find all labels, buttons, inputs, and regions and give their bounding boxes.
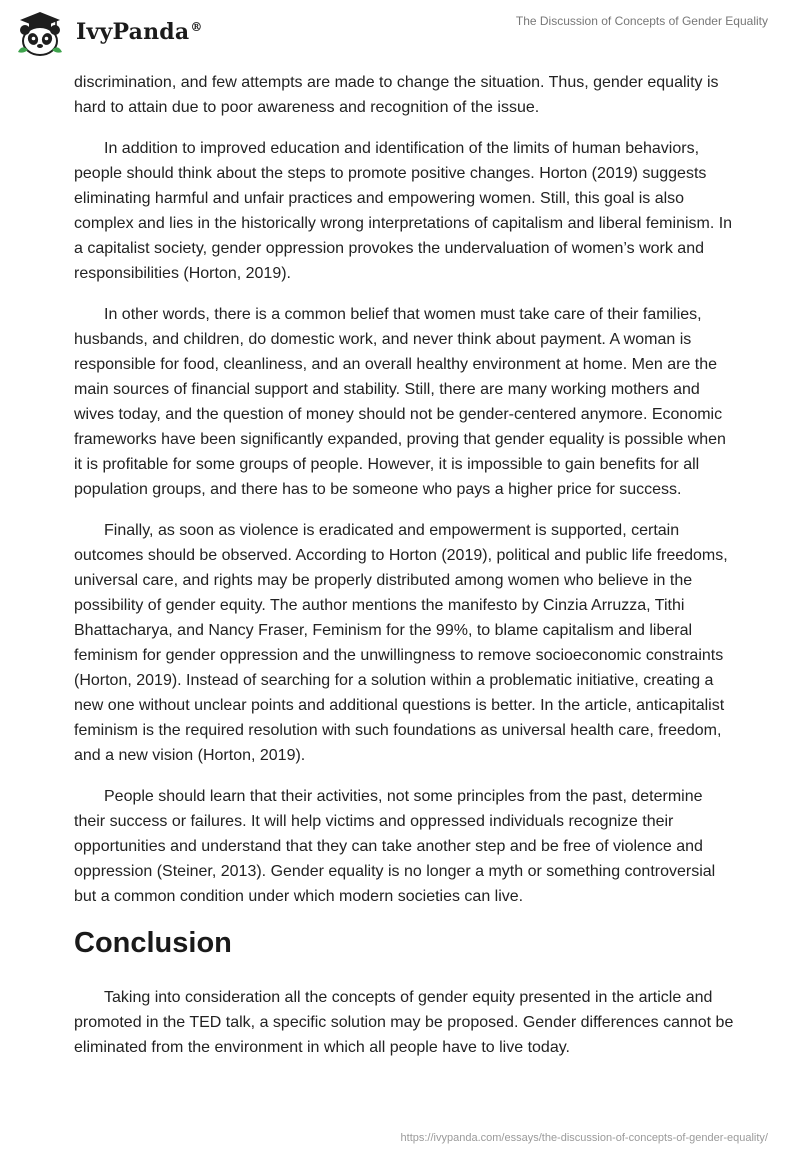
essay-body: [74, 70, 736, 1076]
registered-mark: ®: [190, 19, 203, 34]
paragraph-2: In addition to improved education and identification of the limits of human behaviors, people should think about the steps to promote positive changes. Horton (2019) suggests eliminating harmful and unfair practices and empowering women. Still, this goal is also complex and lies in the historically wrong interpretations of capitalism and liberal feminism. In a capitalist society, gender oppression provokes the undervaluation of women’s work and responsibilities (Horton, 2019).: [74, 140, 733, 282]
paragraph-5: People should learn that their activities, not some principles from the past, determine their success or failures. It will help victims and oppressed individuals recognize their opportunities and understand that they can take another step and be free of violence and oppression (Steiner, 2013). Gender equality is no longer a myth or something controversial but a common condition under which modern societies can live.: [74, 788, 716, 905]
brand-name-text: IvyPanda: [76, 19, 190, 45]
brand-name: [76, 19, 203, 45]
source-url-link[interactable]: https://ivypanda.com/essays/the-discussion-of-concepts-of-gender-equality/: [400, 1132, 768, 1144]
conclusion-heading: Conclusion: [74, 927, 232, 959]
panda-logo-icon: [14, 8, 66, 60]
document-title: The Discussion of Concepts of Gender Equality: [515, 14, 768, 28]
page-header: [0, 0, 800, 70]
brand-logo[interactable]: [14, 8, 203, 60]
paragraph-4: Finally, as soon as violence is eradicated and empowerment is supported, certain outcomes should be observed. According to Horton (2019), political and public life freedoms, universal care, and rights may be properly distributed among women who believe in the possibility of gender equity. The author mentions the manifesto by Cinzia Arruzza, Tithi Bhattacharya, and Nancy Fraser, Feminism for the 99%, to blame capitalism and liberal feminism for gender oppression and the unwillingness to remove socioeconomic constraints (Horton, 2019). Instead of searching for a solution within a problematic initiative, creating a new one without unclear points and additional questions is better. In the article, anticapitalist feminism is the required resolution with such foundations as universal health care, freedom, and a new vision (Horton, 2019).: [74, 522, 728, 764]
conclusion-paragraph: Taking into consideration all the concepts of gender equity presented in the article and promoted in the TED talk, a specific solution may be proposed. Gender differences cannot be eliminated from the environment in which all people have to live today.: [74, 989, 734, 1056]
paragraph-1: discrimination, and few attempts are made to change the situation. Thus, gender equality is hard to attain due to poor awareness and recognition of the issue.: [74, 74, 719, 116]
paragraph-3: In other words, there is a common belief that women must take care of their families, husbands, and children, do domestic work, and never think about payment. A woman is responsible for food, cleanliness, and an overall healthy environment at home. Men are the main sources of financial support and stability. Still, there are many working mothers and wives today, and the question of money should not be gender-centered anymore. Economic frameworks have been significantly expanded, proving that gender equality is possible when it is profitable for some groups of people. However, it is impossible to gain benefits for all population groups, and there has to be someone who pays a higher price for success.: [74, 306, 726, 498]
